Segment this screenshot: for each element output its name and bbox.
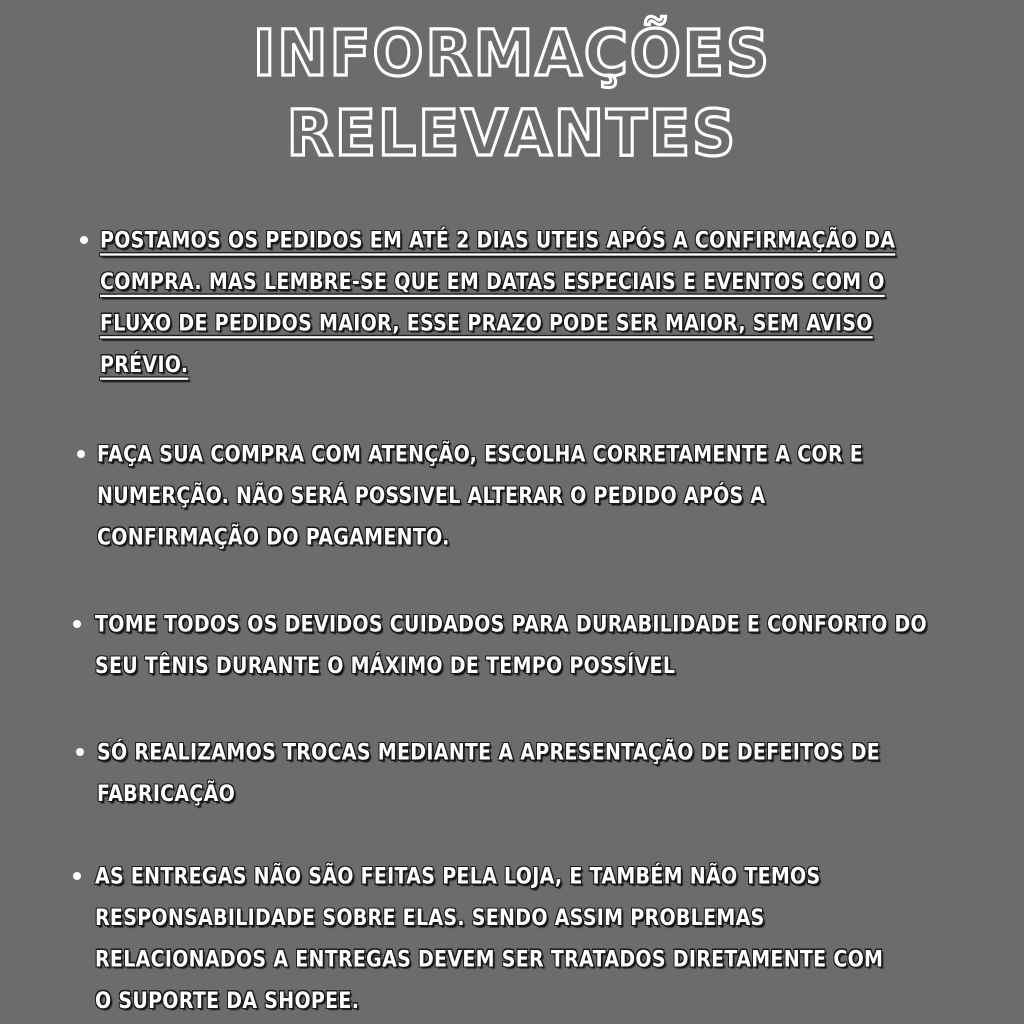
- bullet-icon: [73, 872, 81, 880]
- page-title-line-1: INFORMAÇÕES: [252, 17, 772, 91]
- page-title-line-2: RELEVANTES: [286, 97, 738, 171]
- list-item-text: TOME TODOS OS DEVIDOS CUIDADOS PARA DURABILIDADE E CONFORTO DO SEU TÊNIS DURANTE O MÁXIMO DE TEMPO POSSÍVEL: [95, 612, 927, 679]
- bullet-icon: [76, 748, 84, 756]
- bullet-icon: [77, 450, 85, 458]
- bullet-icon: [73, 620, 81, 628]
- list-item-text: POSTAMOS OS PEDIDOS EM ATÉ 2 DIAS UTEIS APÓS A CONFIRMAÇÃO DA COMPRA. MAS LEMBRE-SE QUE EM DATAS ESPECIAIS E EVENTOS COM O FLUXO DE PEDIDOS MAIOR, ESSE PRAZO PODE SER MAIOR, SEM AVISO PRÉVIO.: [100, 228, 896, 378]
- list-item-text: AS ENTREGAS NÃO SÃO FEITAS PELA LOJA, E TAMBÉM NÃO TEMOS RESPONSABILIDADE SOBRE ELAS. SENDO ASSIM PROBLEMAS RELACIONADOS A ENTREGAS DEVEM SER TRATADOS DIRETAMENTE COM O SUPORTE DA SHOPEE.: [95, 864, 884, 1014]
- list-item-text: SÓ REALIZAMOS TROCAS MEDIANTE A APRESENTAÇÃO DE DEFEITOS DE FABRICAÇÃO: [97, 740, 881, 807]
- bullet-icon: [80, 236, 88, 244]
- list-item-text: FAÇA SUA COMPRA COM ATENÇÃO, ESCOLHA CORRETAMENTE A COR E NUMERÇÃO. NÃO SERÁ POSSIVEL ALTERAR O PEDIDO APÓS A CONFIRMAÇÃO DO PAGAMENTO.: [97, 442, 864, 551]
